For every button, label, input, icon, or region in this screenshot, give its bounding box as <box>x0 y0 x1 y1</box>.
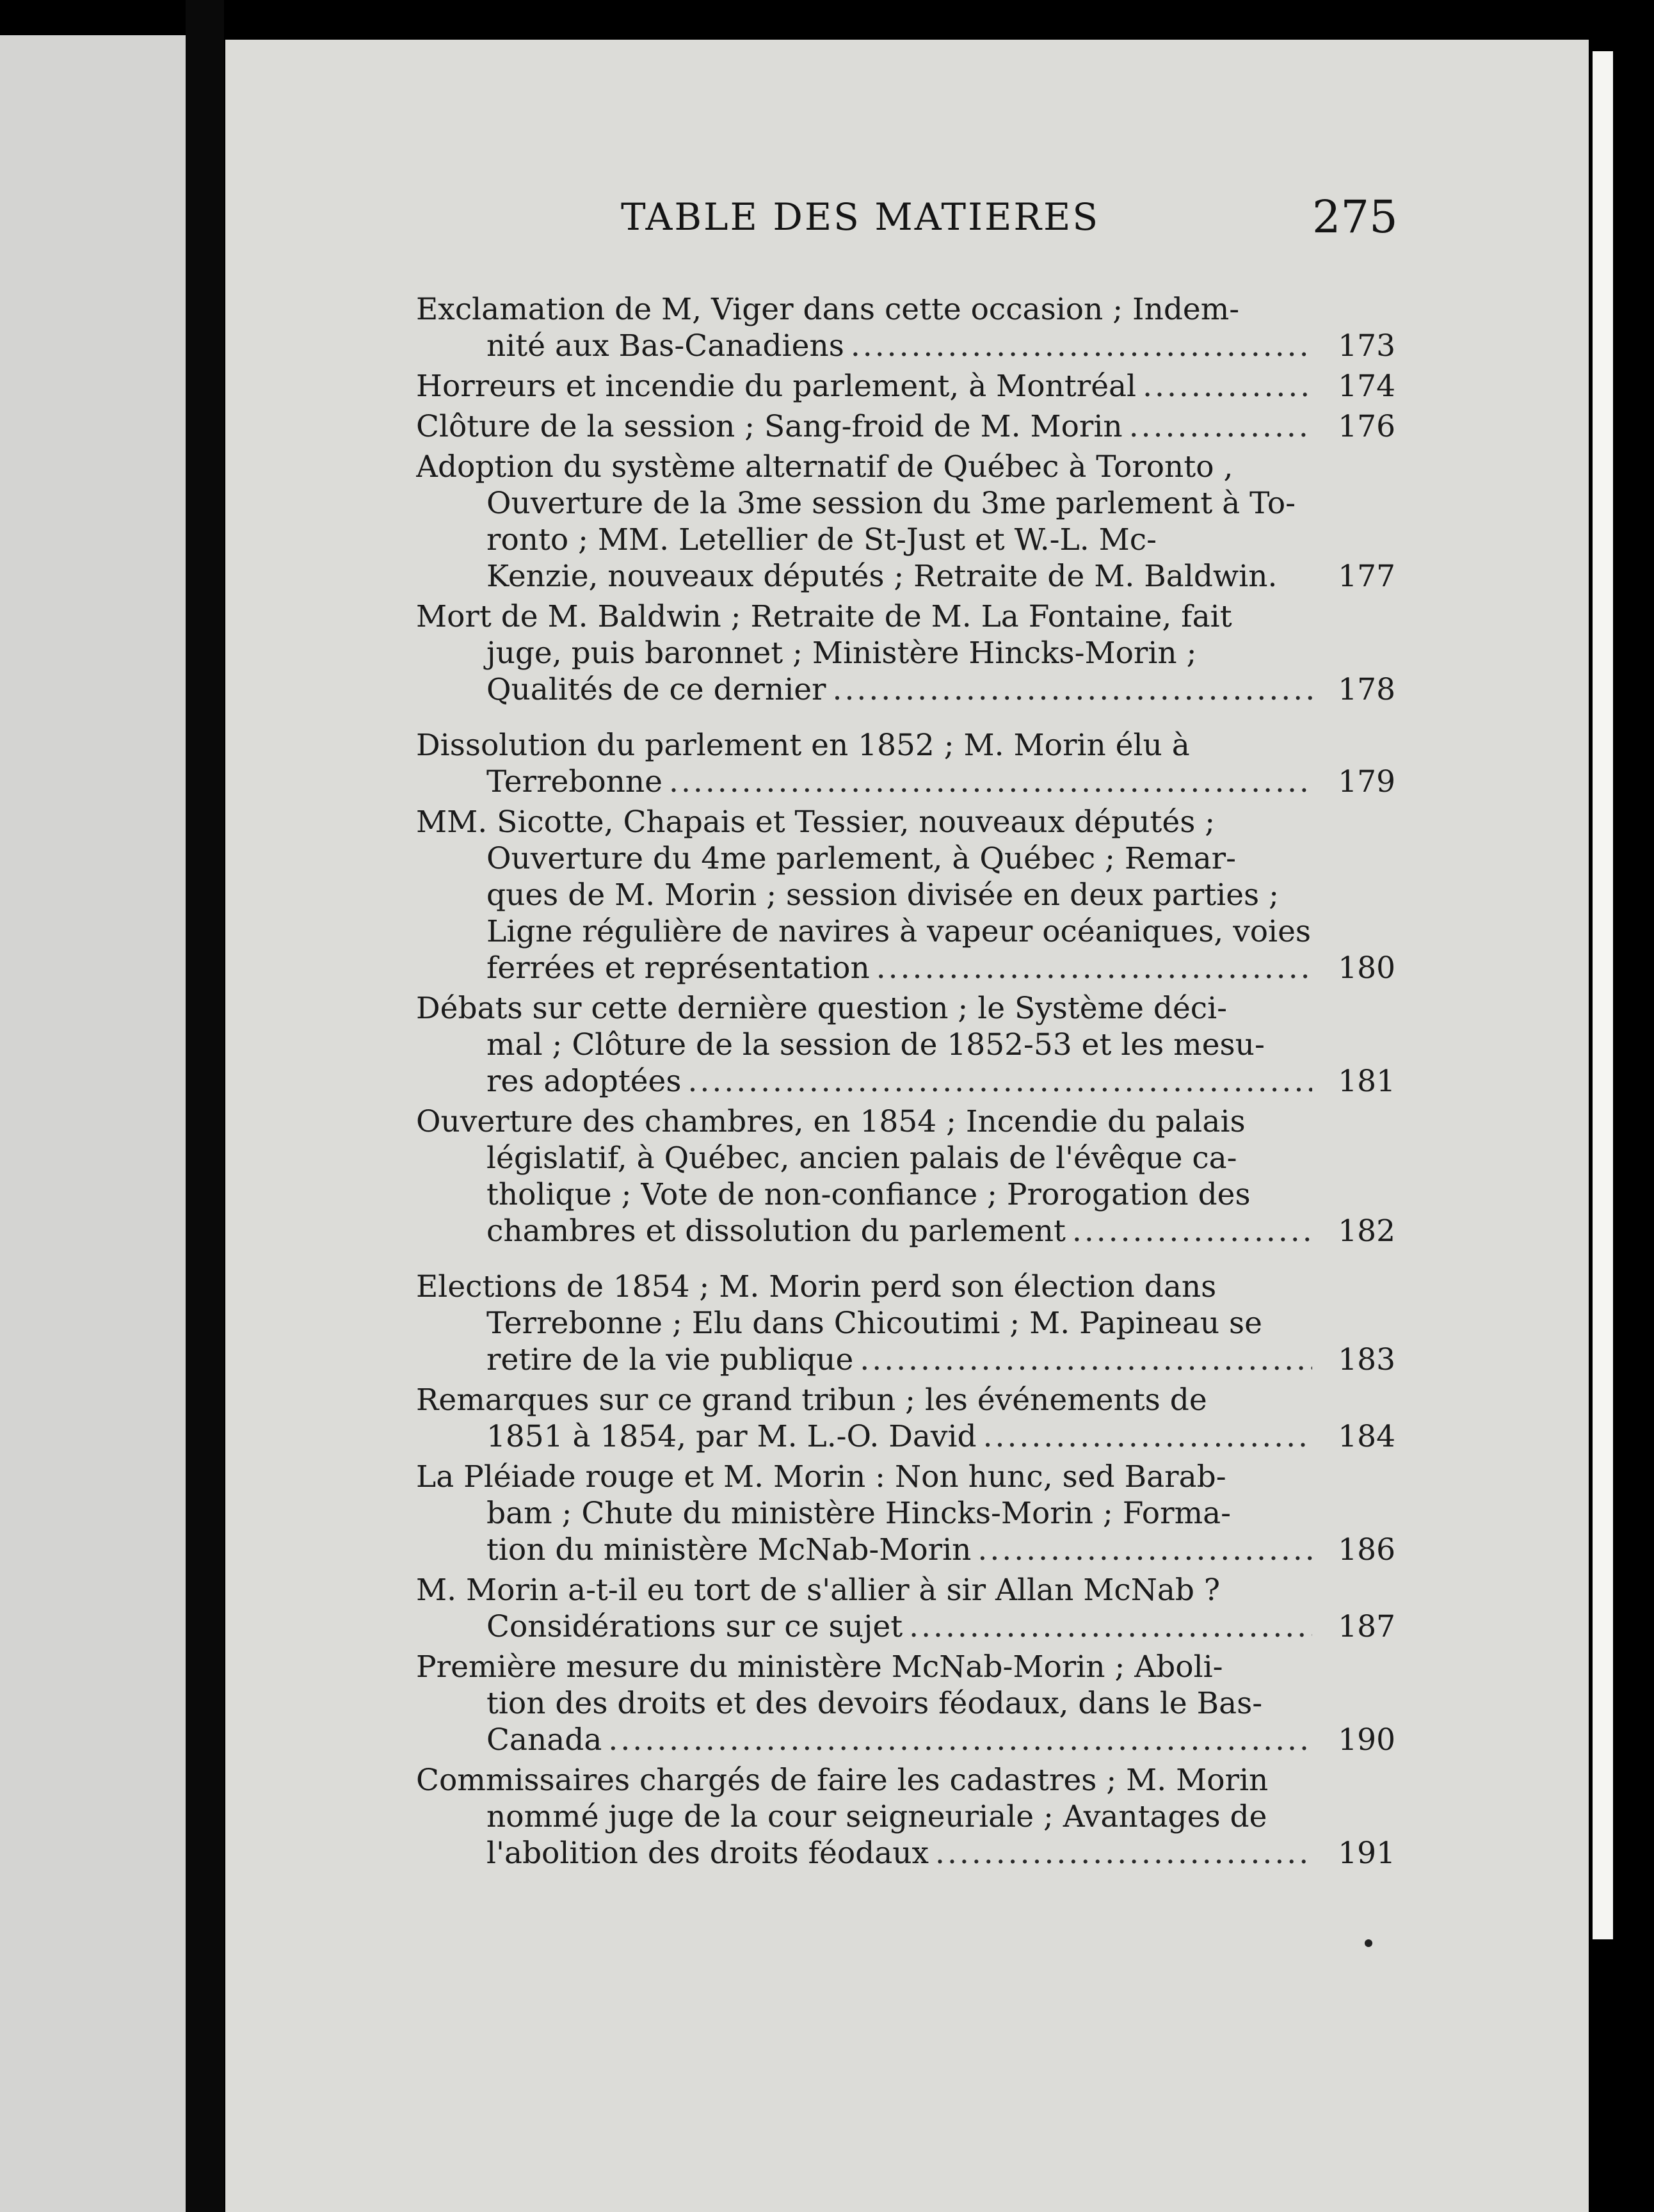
toc-entry <box>416 449 1395 595</box>
entry-text: Considérations sur ce sujet <box>486 1609 903 1644</box>
entry-line: ques de M. Morin ; session divisée en deux parties ; <box>486 878 1279 913</box>
dot-leader <box>909 1608 1312 1645</box>
entry-page-number: 180 <box>1338 950 1395 986</box>
entry-page-number: 174 <box>1338 369 1395 404</box>
entry-text: res adoptées <box>486 1064 682 1099</box>
entry-line-with-leader <box>416 1835 1395 1871</box>
page-edge-strip <box>1593 51 1613 1939</box>
table-of-contents <box>416 291 1395 1875</box>
entry-page-number: 178 <box>1338 672 1395 707</box>
entry-line-with-leader <box>416 1608 1395 1645</box>
dot-leader <box>977 1532 1312 1568</box>
entry-line-with-leader <box>416 408 1395 445</box>
dot-leader <box>983 1418 1312 1455</box>
toc-entry <box>416 727 1395 800</box>
toc-entry <box>416 804 1395 986</box>
entry-line-with-page <box>416 558 1395 595</box>
entry-line: mal ; Clôture de la session de 1852-53 et les mesu- <box>486 1027 1265 1062</box>
entry-line: Exclamation de M, Viger dans cette occasion ; Indem- <box>416 292 1240 327</box>
toc-entry <box>416 368 1395 405</box>
entry-line-with-leader <box>416 1342 1395 1378</box>
entry-line: Ligne régulière de navires à vapeur océaniques, voies <box>486 914 1312 949</box>
entry-text: ferrées et représentation <box>486 950 870 986</box>
entry-text: Kenzie, nouveaux députés ; Retraite de M. Baldwin. <box>486 559 1278 594</box>
dot-leader <box>876 950 1312 986</box>
entry-page-number: 190 <box>1338 1722 1395 1758</box>
entry-line: Commissaires chargés de faire les cadastres ; M. Morin <box>416 1763 1269 1798</box>
entry-page-number: 176 <box>1338 409 1395 444</box>
entry-line-with-leader <box>416 368 1395 405</box>
toc-entry <box>416 1762 1395 1871</box>
entry-line-with-leader <box>416 1213 1395 1249</box>
dot-leader <box>935 1835 1312 1871</box>
entry-page-number: 179 <box>1338 764 1395 799</box>
toc-entry <box>416 1459 1395 1568</box>
book-gutter <box>186 0 224 2212</box>
dot-leader <box>1072 1213 1312 1249</box>
page-number: 275 <box>1312 191 1398 243</box>
entry-line-with-leader <box>416 950 1395 986</box>
dot-leader <box>687 1063 1312 1100</box>
entry-line: Dissolution du parlement en 1852 ; M. Morin élu à <box>416 728 1190 763</box>
toc-entry <box>416 291 1395 364</box>
entry-page-number: 173 <box>1338 328 1395 364</box>
entry-page-number: 186 <box>1338 1532 1395 1567</box>
entry-line: Ouverture du 4me parlement, à Québec ; Remar- <box>486 841 1237 876</box>
entry-line: La Pléiade rouge et M. Morin : Non hunc, sed Barab- <box>416 1459 1226 1495</box>
entry-page-number: 181 <box>1338 1064 1395 1099</box>
entry-text: nité aux Bas-Canadiens <box>486 328 844 364</box>
entry-line: nommé juge de la cour seigneuriale ; Avantages de <box>486 1799 1267 1834</box>
entry-line: M. Morin a-t-il eu tort de s'allier à sir Allan McNab ? <box>416 1573 1221 1608</box>
entry-text: tion du ministère McNab-Morin <box>486 1532 972 1567</box>
entry-line: Adoption du système alternatif de Québec à Toronto , <box>416 449 1233 485</box>
entry-line-with-leader <box>416 671 1395 708</box>
entry-text: retire de la vie publique <box>486 1342 854 1377</box>
entry-line: Débats sur cette dernière question ; le Système déci- <box>416 991 1228 1026</box>
dot-leader <box>1143 368 1312 405</box>
entry-page-number: 183 <box>1338 1342 1395 1377</box>
entry-line: Ouverture de la 3me session du 3me parlement à To- <box>486 486 1296 521</box>
entry-line-with-leader <box>416 328 1395 364</box>
entry-page-number: 182 <box>1338 1214 1395 1249</box>
entry-line-with-leader <box>416 1418 1395 1455</box>
dot-leader <box>860 1342 1312 1378</box>
entry-line: Première mesure du ministère McNab-Morin ; Aboli- <box>416 1649 1223 1685</box>
entry-line: Remarques sur ce grand tribun ; les événements de <box>416 1382 1207 1418</box>
entry-line: Elections de 1854 ; M. Morin perd son élection dans <box>416 1269 1217 1304</box>
entry-text: l'abolition des droits féodaux <box>486 1836 929 1871</box>
toc-entry <box>416 598 1395 708</box>
entry-page-number: 187 <box>1338 1609 1395 1644</box>
entry-line-with-leader <box>416 764 1395 800</box>
entry-text: 1851 à 1854, par M. L.-O. David <box>486 1419 977 1454</box>
entry-line: Mort de M. Baldwin ; Retraite de M. La Fontaine, fait <box>416 599 1232 634</box>
entry-line: ronto ; MM. Letellier de St-Just et W.-L. Mc- <box>486 522 1157 557</box>
toc-entry <box>416 1572 1395 1645</box>
entry-text: Terrebonne <box>486 764 663 799</box>
entry-page-number: 191 <box>1338 1836 1395 1871</box>
entry-text: Qualités de ce dernier <box>486 672 826 707</box>
toc-entry <box>416 1269 1395 1378</box>
entry-line: législatif, à Québec, ancien palais de l'évêque ca- <box>486 1141 1237 1176</box>
running-header-title: TABLE DES MATIERES <box>621 195 1100 239</box>
entry-line: bam ; Chute du ministère Hincks-Morin ; Forma- <box>486 1496 1232 1531</box>
entry-line: Ouverture des chambres, en 1854 ; Incendie du palais <box>416 1104 1246 1139</box>
dot-leader <box>851 328 1312 364</box>
toc-entry <box>416 1649 1395 1758</box>
dot-leader <box>1129 408 1312 445</box>
toc-entry <box>416 1103 1395 1249</box>
dot-leader <box>833 671 1312 708</box>
entry-line-with-leader <box>416 1063 1395 1100</box>
dot-leader <box>669 764 1312 800</box>
entry-text: Clôture de la session ; Sang-froid de M. Morin <box>416 409 1123 444</box>
entry-page-number: 177 <box>1338 559 1395 594</box>
entry-line: juge, puis baronnet ; Ministère Hincks-Morin ; <box>486 636 1197 671</box>
entry-line: Terrebonne ; Elu dans Chicoutimi ; M. Papineau se <box>486 1306 1262 1341</box>
toc-entry <box>416 408 1395 445</box>
dot-leader <box>608 1722 1312 1758</box>
entry-line-with-leader <box>416 1532 1395 1568</box>
entry-line: tholique ; Vote de non-confiance ; Prorogation des <box>486 1177 1251 1212</box>
entry-line: MM. Sicotte, Chapais et Tessier, nouveaux députés ; <box>416 805 1216 840</box>
entry-text: Horreurs et incendie du parlement, à Montréal <box>416 369 1137 404</box>
entry-text: Canada <box>486 1722 602 1758</box>
entry-page-number: 184 <box>1338 1419 1395 1454</box>
entry-line: tion des droits et des devoirs féodaux, dans le Bas- <box>486 1686 1263 1721</box>
toc-entry <box>416 1382 1395 1455</box>
toc-entry <box>416 990 1395 1100</box>
entry-line-with-leader <box>416 1722 1395 1758</box>
facing-page-edge <box>0 35 186 2212</box>
ink-speck <box>1365 1939 1372 1947</box>
entry-text: chambres et dissolution du parlement <box>486 1214 1066 1249</box>
